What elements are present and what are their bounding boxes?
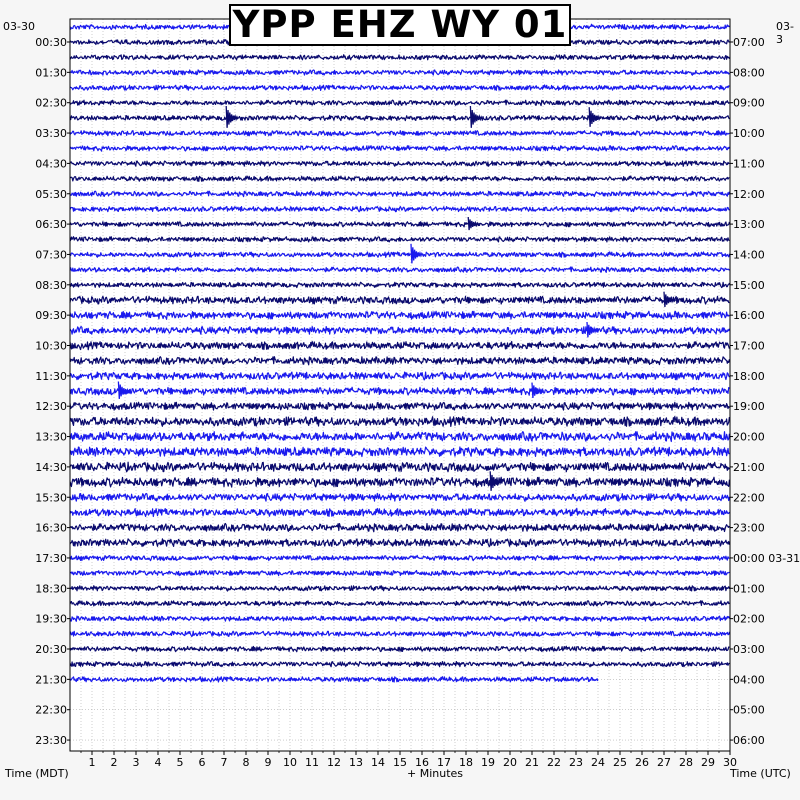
x-axis-label: + Minutes <box>406 767 464 780</box>
x-tick-label: 25 <box>613 756 627 769</box>
x-tick-label: 4 <box>154 756 162 769</box>
x-tick-label: 16 <box>415 756 429 769</box>
x-tick-label: 22 <box>547 756 561 769</box>
x-tick-label: 29 <box>701 756 715 769</box>
x-tick-label: 12 <box>327 756 341 769</box>
left-time-label: 19:30 <box>35 612 67 626</box>
right-date-label: 03-3 <box>776 20 794 46</box>
left-time-label: 12:30 <box>35 400 67 414</box>
left-time-label: 03:30 <box>35 127 67 141</box>
right-axis-label: Time (UTC) <box>730 767 791 780</box>
left-time-label: 16:30 <box>35 521 67 535</box>
right-time-label: 01:00 <box>733 582 765 596</box>
left-time-label: 05:30 <box>35 187 67 201</box>
left-time-label: 17:30 <box>35 551 67 565</box>
x-tick-label: 7 <box>220 756 228 769</box>
right-time-label: 10:00 <box>733 127 765 141</box>
right-time-label: 18:00 <box>733 369 765 383</box>
x-tick-label: 20 <box>503 756 517 769</box>
x-tick-label: 1 <box>88 756 96 769</box>
right-time-label: 02:00 <box>733 612 765 626</box>
right-time-label: 16:00 <box>733 309 765 323</box>
x-tick-label: 9 <box>264 756 272 769</box>
x-tick-label: 23 <box>569 756 583 769</box>
left-time-label: 18:30 <box>35 582 67 596</box>
x-tick-label: 8 <box>242 756 250 769</box>
right-time-label: 23:00 <box>733 521 765 535</box>
x-tick-label: 26 <box>635 756 649 769</box>
right-time-label: 22:00 <box>733 491 765 505</box>
right-time-label: 14:00 <box>733 248 765 262</box>
x-tick-label: 17 <box>437 756 451 769</box>
right-time-label: 04:00 <box>733 673 765 687</box>
x-tick-label: 14 <box>371 756 385 769</box>
left-time-label: 09:30 <box>35 309 67 323</box>
left-axis-label: Time (MDT) <box>5 767 69 780</box>
left-time-label: 21:30 <box>35 673 67 687</box>
left-time-label: 02:30 <box>35 96 67 110</box>
left-time-label: 07:30 <box>35 248 67 262</box>
left-time-label: 00:30 <box>35 36 67 49</box>
right-time-label: 21:00 <box>733 460 765 474</box>
x-tick-label: 28 <box>679 756 693 769</box>
right-time-label: 11:00 <box>733 157 765 171</box>
right-time-label: 15:00 <box>733 278 765 292</box>
right-time-label: 19:00 <box>733 400 765 414</box>
right-time-label: 17:00 <box>733 339 765 353</box>
x-tick-label: 15 <box>393 756 407 769</box>
right-time-label: 05:00 <box>733 703 765 717</box>
left-date-label: 03-30 <box>3 20 35 33</box>
left-time-label: 14:30 <box>35 460 67 474</box>
right-time-label: 07:00 <box>733 36 765 49</box>
x-tick-label: 13 <box>349 756 363 769</box>
right-time-label: 09:00 <box>733 96 765 110</box>
x-tick-label: 18 <box>459 756 473 769</box>
left-time-label: 22:30 <box>35 703 67 717</box>
right-time-label: 12:00 <box>733 187 765 201</box>
left-time-label: 06:30 <box>35 218 67 232</box>
right-time-label: 20:00 <box>733 430 765 444</box>
left-time-label: 13:30 <box>35 430 67 444</box>
x-tick-label: 19 <box>481 756 495 769</box>
left-time-label: 23:30 <box>35 734 67 748</box>
left-time-label: 08:30 <box>35 278 67 292</box>
left-time-label: 10:30 <box>35 339 67 353</box>
x-tick-label: 6 <box>198 756 206 769</box>
x-tick-label: 27 <box>657 756 671 769</box>
x-tick-label: 30 <box>723 756 737 769</box>
x-tick-label: 24 <box>591 756 605 769</box>
left-time-label: 04:30 <box>35 157 67 171</box>
right-time-label: 00:00 03-31 <box>733 551 800 565</box>
left-time-label: 11:30 <box>35 369 67 383</box>
x-tick-label: 21 <box>525 756 539 769</box>
left-time-label: 15:30 <box>35 491 67 505</box>
left-time-label: 20:30 <box>35 643 67 656</box>
x-tick-label: 11 <box>305 756 319 769</box>
x-tick-label: 10 <box>283 756 297 769</box>
chart-title: YPP EHZ WY 01 <box>229 4 571 46</box>
right-time-label: 13:00 <box>733 218 765 232</box>
right-time-label: 08:00 <box>733 66 765 80</box>
right-time-label: 03:00 <box>733 643 765 656</box>
x-tick-label: 3 <box>132 756 140 769</box>
right-time-label: 06:00 <box>733 734 765 748</box>
x-tick-label: 5 <box>176 756 184 769</box>
x-tick-label: 2 <box>110 756 118 769</box>
left-time-label: 01:30 <box>35 66 67 80</box>
